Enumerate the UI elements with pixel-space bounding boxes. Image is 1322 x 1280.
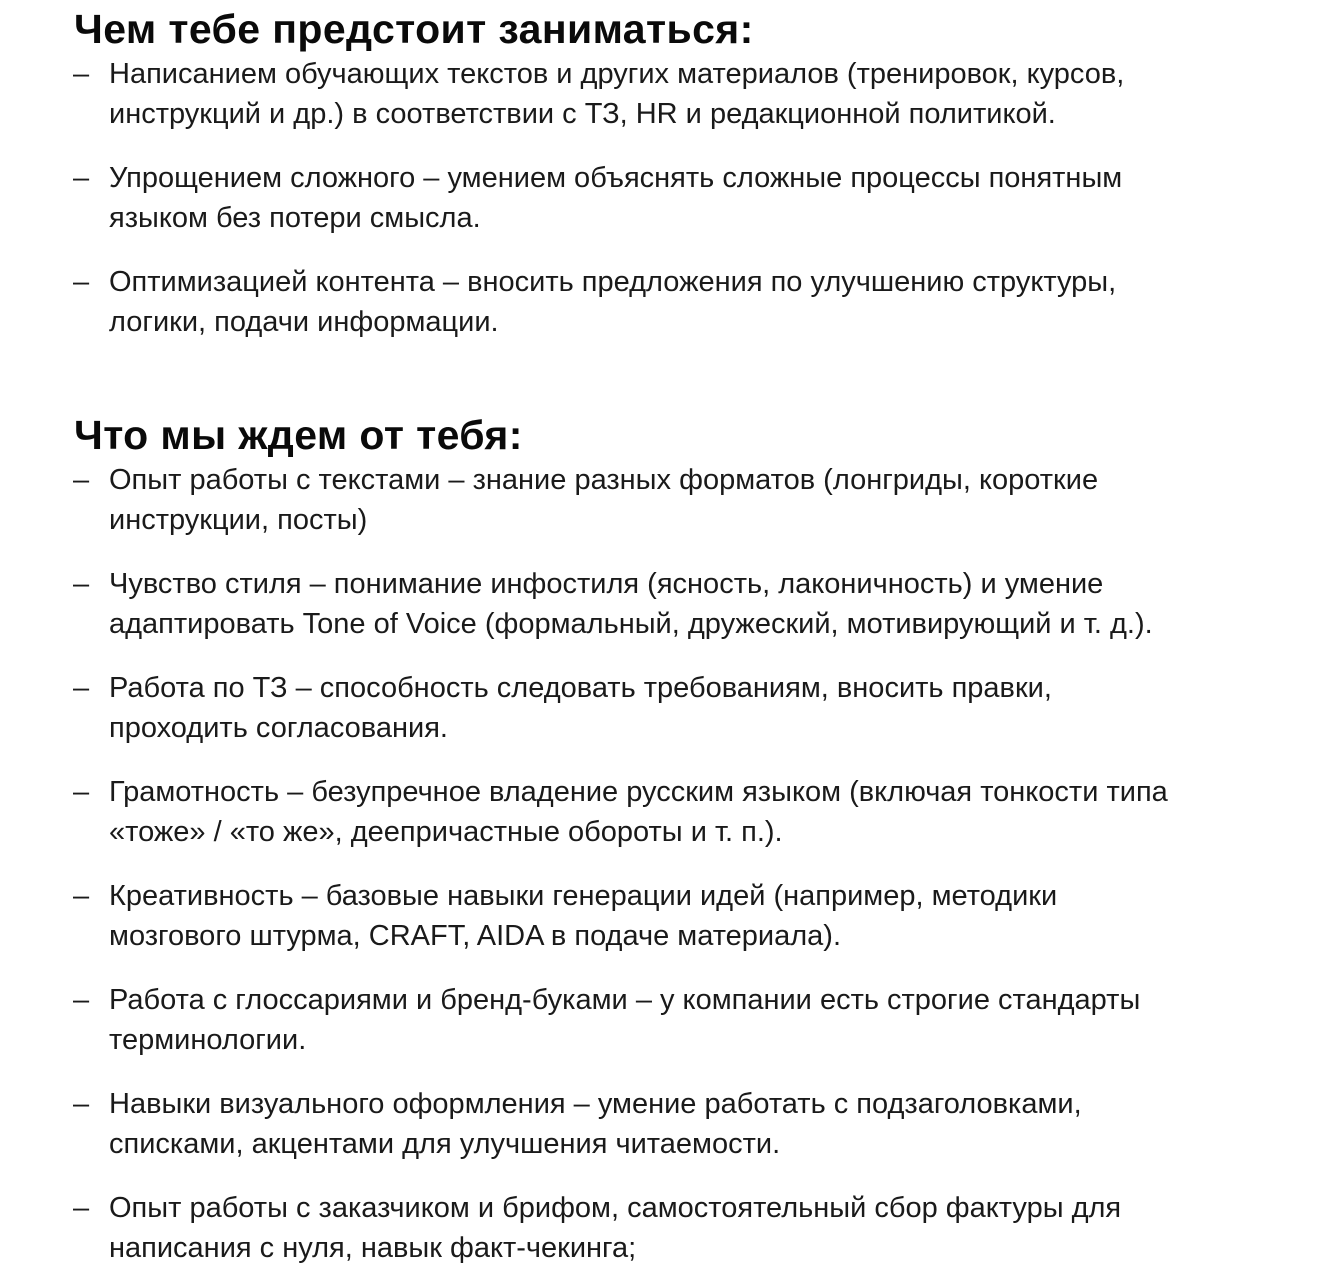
list-item <box>0 262 1322 342</box>
dash-bullet-icon: – <box>73 984 90 1016</box>
section-title-responsibilities: Чем тебе предстоит заниматься: <box>74 6 754 52</box>
dash-bullet-icon: – <box>73 880 90 912</box>
list-item-text: Чувство стиля – понимание инфостиля (ясность, лаконичность) и умение адаптировать Tone of Voice (формальный, дружеский, мотивирующий и т. д.). <box>109 568 1153 640</box>
list-item <box>0 54 1322 134</box>
dash-bullet-icon: – <box>73 464 90 496</box>
list-item <box>0 460 1322 540</box>
list-item <box>0 564 1322 644</box>
list-item-text: Работа с глоссариями и бренд-буками – у компании есть строгие стандарты терминологии. <box>109 984 1141 1056</box>
list-item <box>0 668 1322 748</box>
list-item <box>0 876 1322 956</box>
list-item-text: Упрощением сложного – умением объяснять сложные процессы понятным языком без потери смысла. <box>109 162 1123 234</box>
list-item <box>0 1084 1322 1164</box>
list-item-text: Грамотность – безупречное владение русским языком (включая тонкости типа «тоже» / «то же», деепричастные обороты и т. п.). <box>109 776 1168 848</box>
dash-bullet-icon: – <box>73 672 90 704</box>
list-item <box>0 158 1322 238</box>
list-item-text: Написанием обучающих текстов и других материалов (тренировок, курсов, инструкций и др.) в соответствии с ТЗ, HR и редакционной политикой. <box>109 58 1125 130</box>
dash-bullet-icon: – <box>73 776 90 808</box>
dash-bullet-icon: – <box>73 568 90 600</box>
list-item-text: Опыт работы с заказчиком и брифом, самостоятельный сбор фактуры для написания с нуля, навык факт-чекинга; <box>109 1192 1122 1264</box>
list-item-text: Работа по ТЗ – способность следовать требованиям, вносить правки, проходить согласования. <box>109 672 1052 744</box>
section-title-requirements: Что мы ждем от тебя: <box>74 412 523 458</box>
list-item <box>0 772 1322 852</box>
list-item <box>0 1188 1322 1268</box>
dash-bullet-icon: – <box>73 58 90 90</box>
list-item-text: Навыки визуального оформления – умение работать с подзаголовками, списками, акцентами для улучшения читаемости. <box>109 1088 1082 1160</box>
dash-bullet-icon: – <box>73 1192 90 1224</box>
dash-bullet-icon: – <box>73 266 90 298</box>
dash-bullet-icon: – <box>73 1088 90 1120</box>
dash-bullet-icon: – <box>73 162 90 194</box>
list-item-text: Оптимизацией контента – вносить предложения по улучшению структуры, логики, подачи информации. <box>109 266 1117 338</box>
list-item-text: Опыт работы с текстами – знание разных форматов (лонгриды, короткие инструкции, посты) <box>109 464 1099 536</box>
list-item-text: Креативность – базовые навыки генерации идей (например, методики мозгового штурма, CRAFT, AIDA в подаче материала). <box>109 880 1058 952</box>
list-item <box>0 980 1322 1060</box>
